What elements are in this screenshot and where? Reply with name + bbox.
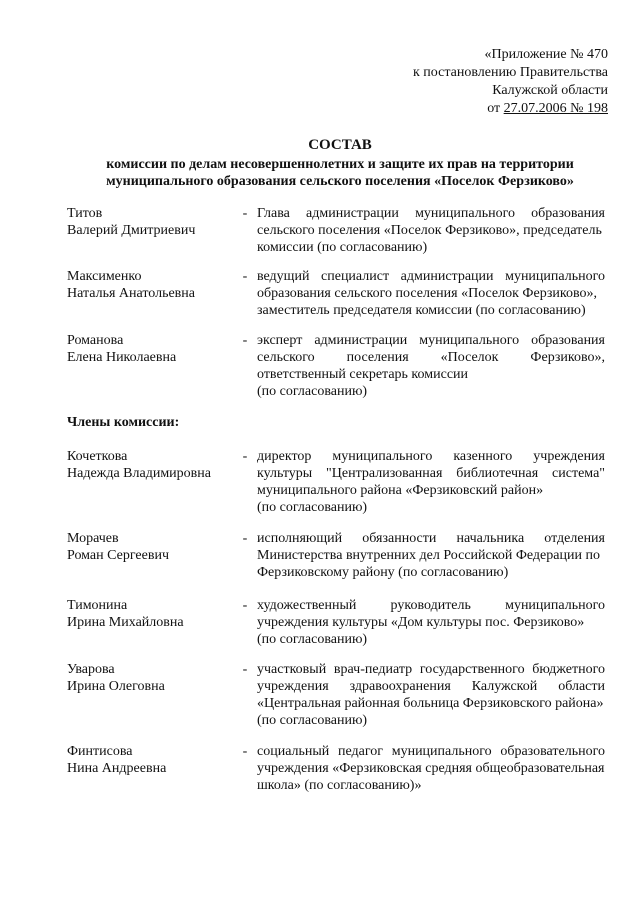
title-sub-line: комиссии по делам несовершеннолетних и защите их прав на территории xyxy=(106,157,574,172)
role-text-end: (по согласованию) xyxy=(257,500,368,515)
title-main: СОСТАВ xyxy=(308,137,372,153)
role-text: Глава администрации муниципального образования сельского поселения «Поселок Ферзиково», председатель xyxy=(257,206,605,238)
title-sub-line: муниципального образования сельского поселения «Поселок Ферзиково» xyxy=(106,174,574,189)
dash: - xyxy=(242,269,248,284)
person-role xyxy=(257,268,605,319)
person-role xyxy=(257,332,605,400)
person-name xyxy=(67,332,237,366)
person-role xyxy=(257,743,605,794)
role-text-end: Ферзиковскому району (по согласованию) xyxy=(257,565,509,580)
surname: Тимонина xyxy=(67,598,128,613)
role-text: участковый врач-педиатр государственного бюджетного учреждения здравоохранения Калужской области «Центральная районная больница Ферзиковского района» xyxy=(257,662,605,711)
surname: Максименко xyxy=(67,269,142,284)
person-role xyxy=(257,597,605,648)
dash: - xyxy=(242,449,248,464)
given-names: Ирина Олеговна xyxy=(67,679,165,694)
role-text: художественный руководитель муниципального учреждения культуры «Дом культуры пос. Ферзиково» xyxy=(257,598,605,630)
given-names: Надежда Владимировна xyxy=(67,466,211,481)
role-text: социальный педагог муниципального образовательного учреждения «Ферзиковская средняя общеобразовательная xyxy=(257,744,605,776)
surname: Уварова xyxy=(67,662,115,677)
appendix-line: Калужской области xyxy=(492,83,608,98)
person-name xyxy=(67,743,237,777)
surname: Морачев xyxy=(67,531,119,546)
appendix-line: к постановлению Правительства xyxy=(412,65,608,80)
dash: - xyxy=(242,662,248,677)
given-names: Елена Николаевна xyxy=(67,350,177,365)
person-role xyxy=(257,530,605,581)
members-heading: Члены комиссии: xyxy=(67,415,180,430)
role-text-end: комиссии (по согласованию) xyxy=(257,240,428,255)
person-name xyxy=(67,530,237,564)
role-text-end: (по согласованию) xyxy=(257,713,368,728)
date-prefix: от xyxy=(487,101,504,116)
surname: Титов xyxy=(67,206,103,221)
surname: Романова xyxy=(67,333,124,348)
appendix-line: «Приложение № 470 xyxy=(484,47,608,62)
person-role xyxy=(257,661,605,729)
person-name xyxy=(67,597,237,631)
role-text: ведущий специалист администрации муниципального образования сельского поселения «Поселок Ферзиково», xyxy=(257,269,605,301)
person-name xyxy=(67,661,237,695)
role-text-end: заместитель председателя комиссии (по согласованию) xyxy=(257,303,586,318)
role-text: исполняющий обязанности начальника отделения Министерства внутренних дел Российской Федерации по xyxy=(257,531,605,563)
person-name xyxy=(67,268,237,302)
dash: - xyxy=(242,531,248,546)
dash: - xyxy=(242,333,248,348)
role-text: директор муниципального казенного учреждения культуры "Централизованная библиотечная система" муниципального района «Ферзиковский район» xyxy=(257,449,605,498)
person-role xyxy=(257,448,605,516)
decree-date: 27.07.2006 № 198 xyxy=(503,101,608,116)
role-text-end: школа» (по согласованию)» xyxy=(257,778,422,793)
dash: - xyxy=(242,744,248,759)
given-names: Наталья Анатольевна xyxy=(67,286,196,301)
person-name xyxy=(67,205,237,239)
appendix-date-line xyxy=(413,100,608,118)
dash: - xyxy=(242,598,248,613)
surname: Финтисова xyxy=(67,744,133,759)
person-role xyxy=(257,205,605,256)
role-text: эксперт администрации муниципального образования сельского поселения «Поселок Ферзиково», ответственный секретарь комиссии xyxy=(257,333,605,382)
surname: Кочеткова xyxy=(67,449,128,464)
given-names: Роман Сергеевич xyxy=(67,548,169,563)
given-names: Нина Андреевна xyxy=(67,761,167,776)
dash: - xyxy=(242,206,248,221)
appendix-header xyxy=(413,46,608,118)
document-title xyxy=(60,136,620,190)
role-text-end: (по согласованию) xyxy=(257,632,368,647)
given-names: Валерий Дмитриевич xyxy=(67,223,196,238)
role-text-end: (по согласованию) xyxy=(257,384,368,399)
person-name xyxy=(67,448,237,482)
given-names: Ирина Михайловна xyxy=(67,615,184,630)
